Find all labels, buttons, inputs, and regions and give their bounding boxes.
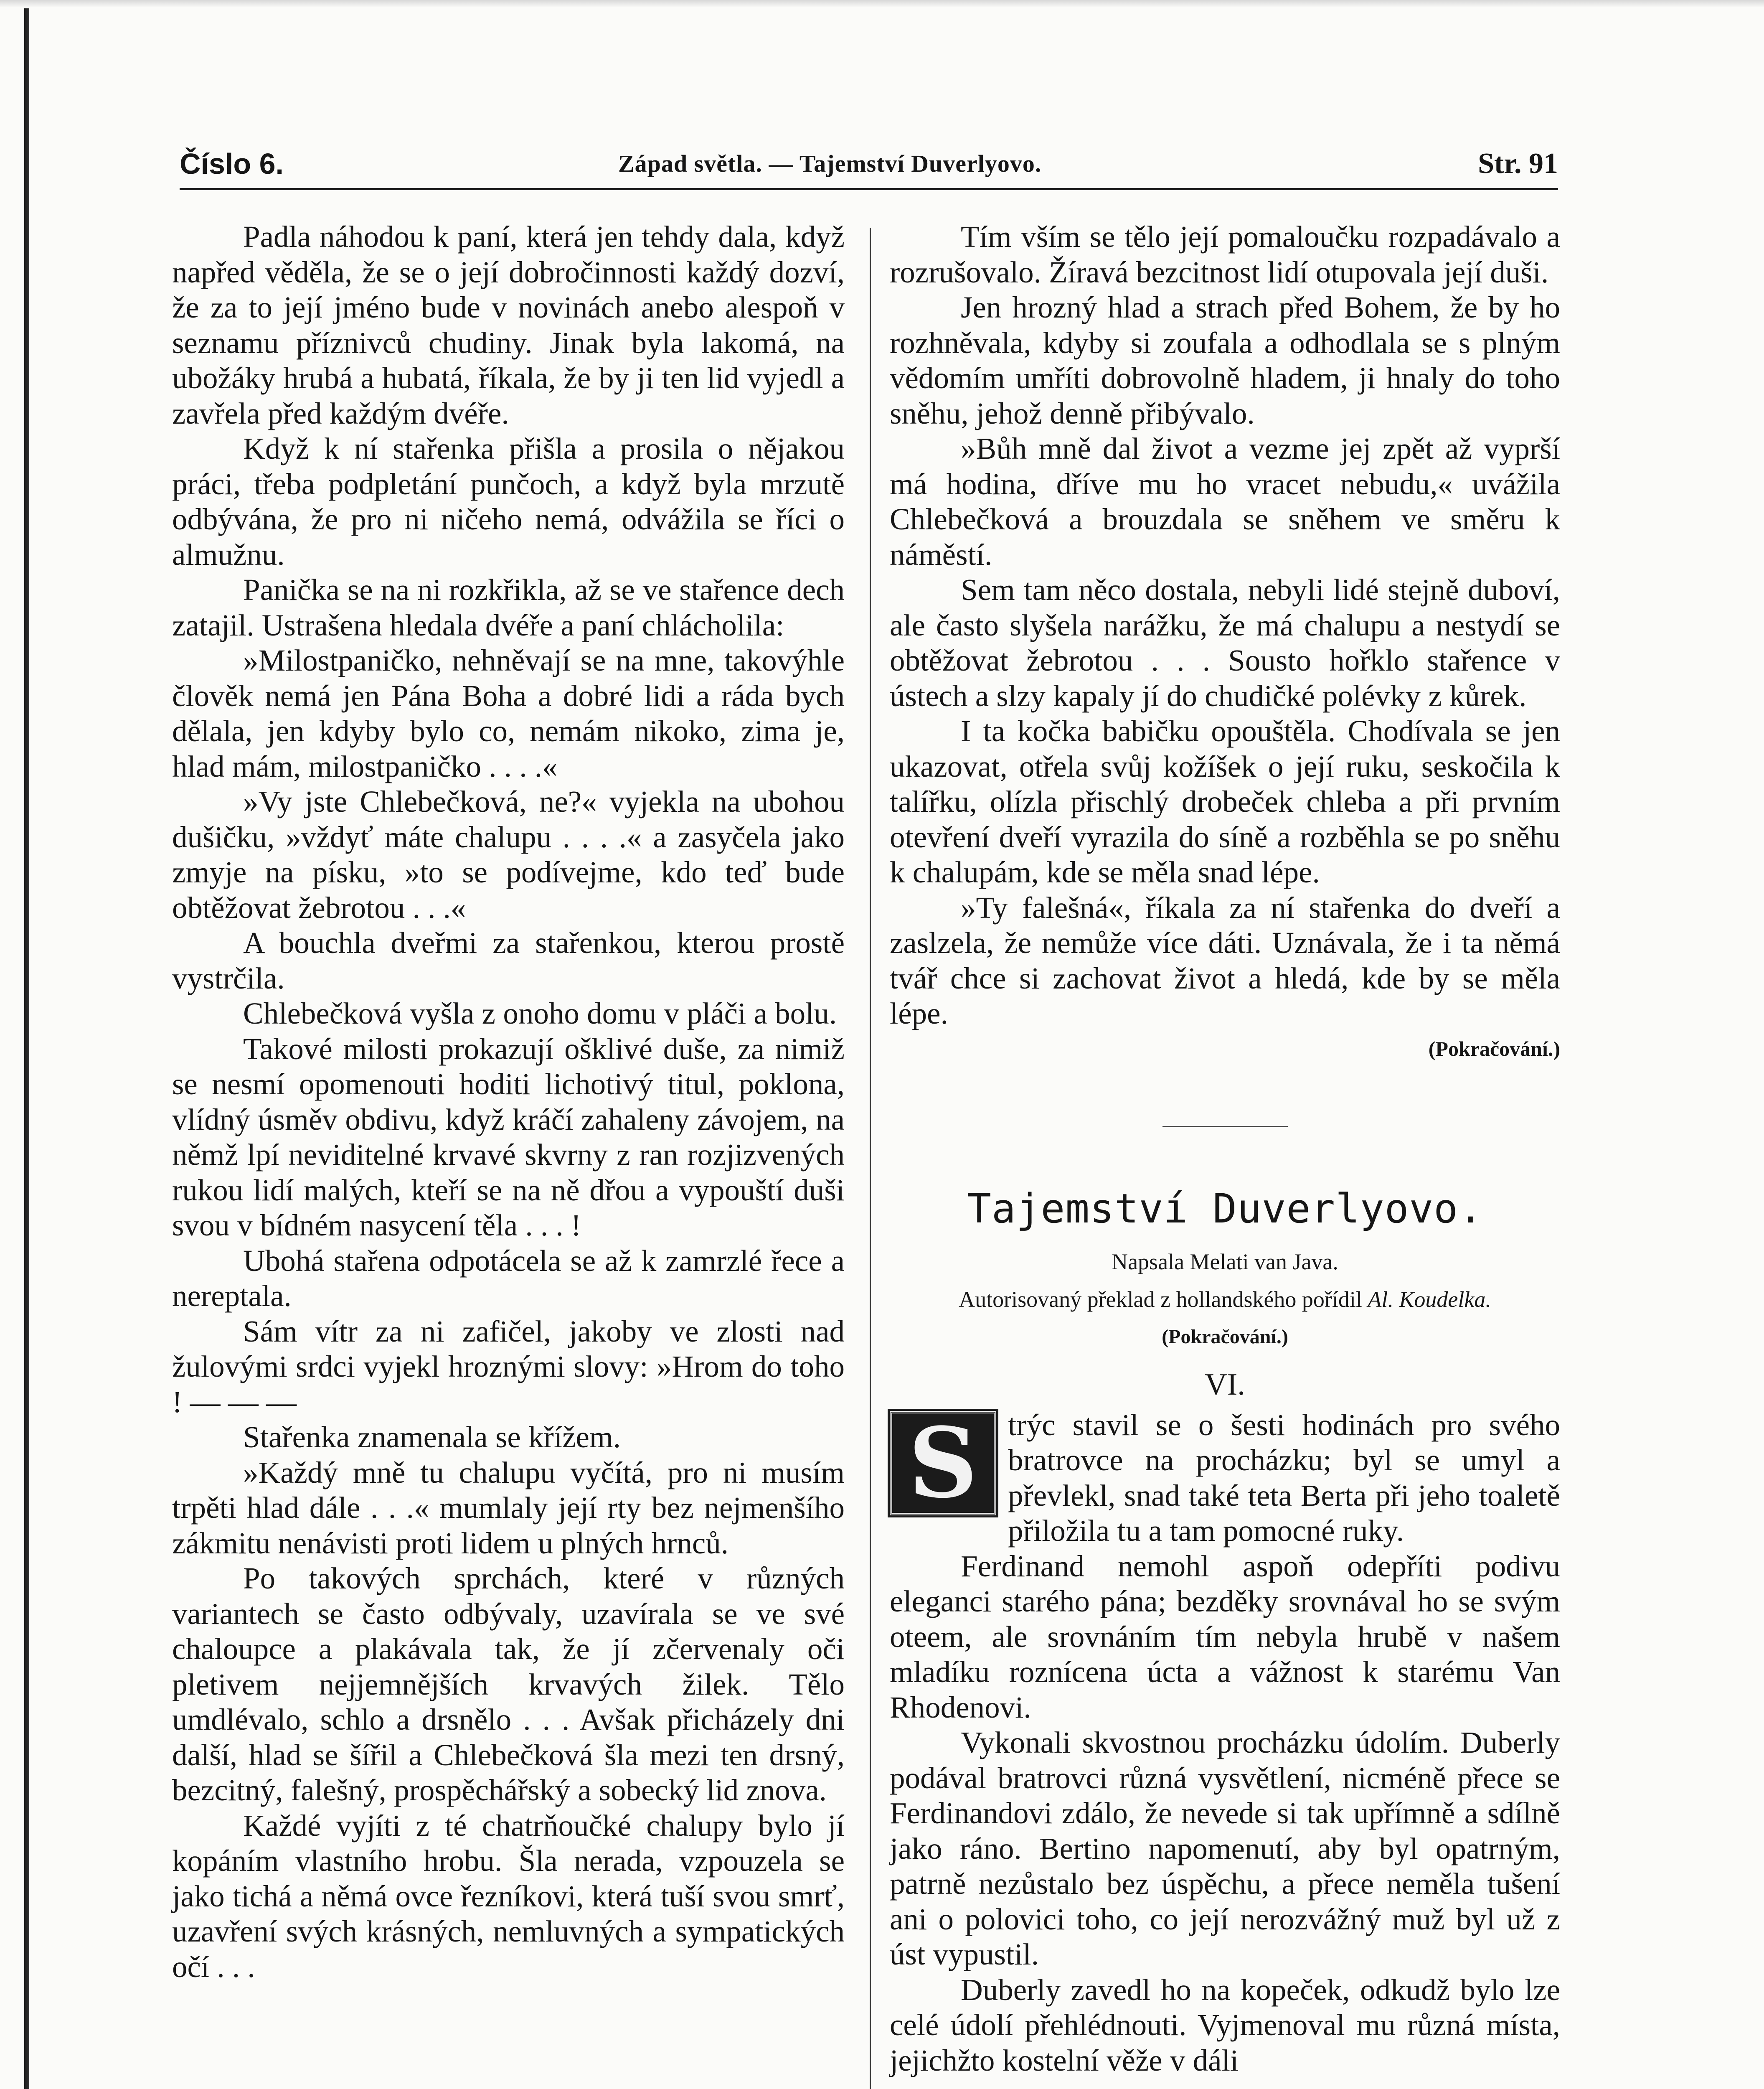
- scan-top-shadow: [0, 0, 1764, 8]
- paragraph: Takové milosti prokazují ošklivé duše, za nimiž se nesmí opomenouti hoditi lichotivý titul, poklona, vlídný úsměv obdivu, když kráčí zahaleny závojem, na němž lpí neviditelné krvavé skvrny z ran rozjizvených rukou lidí malých, kteří se na ně dřou a vypouští duši svou v bídném nasycení těla . . . !: [172, 1032, 845, 1242]
- paragraph: Každé vyjíti z té chatrňoučké chalupy bylo jí kopáním vlastního hrobu. Šla nerada, vzpouzela se jako tichá a němá ovce řezníkovi, která tuší svou smrť, uzavření svých krásných, nemluvných a sympatických očí . . .: [172, 1808, 845, 1984]
- left-column: [172, 219, 845, 1985]
- paragraph: »Každý mně tu chalupu vyčítá, pro ni musím trpěti hlad dále . . .« mumlaly její rty bez nejmenšího zákmitu nenávisti proti lidem u plných hrnců.: [172, 1455, 845, 1560]
- paragraph: Stařenka znamenala se křížem.: [243, 1420, 621, 1454]
- paragraph: Duberly zavedl ho na kopeček, odkudž bylo lze celé údolí přehlédnouti. Vyjmenoval mu různá místa, jejichžto kostelní věže v dáli: [890, 1972, 1560, 2077]
- paragraph: Ubohá stařena odpotácela se až k zamrzlé řece a nereptala.: [172, 1243, 845, 1313]
- paragraph: Sám vítr za ni zafičel, jakoby ve zlosti nad žulovými srdci vyjekl hroznými slovy: »Hrom do toho ! — — —: [172, 1314, 845, 1419]
- paragraph: Panička se na ni rozkřikla, až se ve stařence dech zatajil. Ustrašena hledala dvéře a paní chlácholila:: [172, 573, 845, 642]
- column-divider: [870, 228, 871, 2089]
- running-header: [180, 138, 1558, 190]
- paragraph: Sem tam něco dostala, nebyli lidé stejně duboví, ale často slyšela narážku, že má chalupu a nestydí se obtěžovat žebrotou . . . Sousto hořklo stařence v ústech a slzy kapaly jí do chudičké polévky z kůrek.: [890, 573, 1560, 713]
- translation-credit: [890, 1281, 1560, 1318]
- article-title: Tajemství Duverlyovo.: [967, 1185, 1483, 1232]
- paragraph: A bouchla dveřmi za stařenkou, kterou prostě vystrčila.: [172, 926, 845, 995]
- article-author: Napsala Melati van Java.: [1112, 1249, 1338, 1274]
- paragraph: »Vy jste Chlebečková, ne?« vyjekla na ubohou dušičku, »vždyť máte chalupu . . . .« a zasyčela jako zmyje na písku, »to se podívejme, kdo teď bude obtěžovat žebrotou . . .«: [172, 785, 845, 925]
- paragraph: Padla náhodou k paní, která jen tehdy dala, když napřed věděla, že se o její dobročinnosti každý dozví, že za to její jméno bude v novinách anebo alespoň v seznamu příznivců chudiny. Jinak byla lakomá, na ubožáky hrubá a hubatá, říkala, že by ji ten lid vyjedl a zavřela před každým dvéře.: [172, 220, 845, 430]
- article-continued-note: (Pokračování.): [1162, 1325, 1288, 1348]
- continued-note: (Pokračování.): [1428, 1037, 1560, 1060]
- page-number: Str. 91: [1478, 147, 1558, 180]
- paragraph: Po takových sprchách, které v různých variantech se často odbývaly, uzavírala se ve své chaloupce a plakávala tak, že jí zčervenaly oči pletivem nejjemnějších krvavých žilek. Tělo umdlévalo, schlo a drsnělo . . . Avšak přicházely dni další, hlad se šířil a Chlebečková šla mezi ten drsný, bezcitný, falešný, prospěchářský a sobecký lid znova.: [172, 1561, 845, 1807]
- paragraph: I ta kočka babičku opouštěla. Chodívala se jen ukazovat, otřela svůj kožíšek o její ruku, seskočila k talířku, olízla přischlý drobeček chleba a při prvním otevření dveří vyrazila do síně a rozběhla se po sněhu k chalupám, kde se měla snad lépe.: [890, 714, 1560, 889]
- translator-name: Al. Koudelka.: [1368, 1286, 1491, 1312]
- paragraph: trýc stavil se o šesti hodinách pro svého bratrovce na procházku; byl se umyl a převlekl, snad také teta Berta při jeho toaletě přiložila tu a tam pomocné ruky.: [1008, 1408, 1560, 1548]
- paragraph: Chlebečková vyšla z onoho domu v pláči a bolu.: [243, 996, 837, 1030]
- header-title: Západ světla. — Tajemství Duverlyovo.: [618, 150, 1042, 177]
- decorative-initial: S: [890, 1411, 996, 1515]
- paragraph: Vykonali skvostnou procházku údolím. Duberly podával bratrovci různá vysvětlení, nicméně přece se Ferdinandovi zdálo, že nevede si tak upřímně a sdílně jako ráno. Bertino napomenutí, aby byl opatrným, patrně nezůstalo bez úspěchu, a přece neměla tušení ani o polovici toho, co její nerozvážný muž byl už z úst vypustil.: [890, 1726, 1560, 1971]
- paragraph: Ferdinand nemohl aspoň odepříti podivu eleganci starého pána; bezděky srovnával ho se svým oteem, ale srovnáním tím nebyla hrubě v našem mladíku roznícena úcta a vážnost k starému Van Rhodenovi.: [890, 1549, 1560, 1724]
- right-column: [890, 219, 1560, 2078]
- binding-edge: [24, 8, 29, 2089]
- chapter-opening: [890, 1408, 1560, 1549]
- paragraph: »Bůh mně dal život a vezme jej zpět až vyprší má hodina, dříve mu ho vracet nebudu,« uvážila Chlebečková a brouzdala se sněhem ve směru k náměstí.: [890, 432, 1560, 572]
- translation-prefix: Autorisovaný překlad z hollandského pořídil: [959, 1286, 1368, 1312]
- section-separator: [1162, 1126, 1288, 1127]
- paragraph: Když k ní stařenka přišla a prosila o nějakou práci, třeba podpletání punčoch, a když byla mrzutě odbývána, že pro ni ničeho nemá, odvážila se říci o almužnu.: [172, 432, 845, 572]
- chapter-number: VI.: [1205, 1367, 1245, 1402]
- paragraph: »Ty falešná«, říkala za ní stařenka do dveří a zaslzela, že nemůže více dáti. Uznávala, že i ta němá tvář chce si zachovat život a hledá, kde by se měla lépe.: [890, 890, 1560, 1030]
- paragraph: Tím vším se tělo její pomaloučku rozpadávalo a rozrušovalo. Žíravá bezcitnost lidí otupovala její duši.: [890, 220, 1560, 289]
- issue-number: Číslo 6.: [180, 147, 284, 180]
- paragraph: Jen hrozný hlad a strach před Bohem, že by ho rozhněvala, kdyby si zoufala a odhodlala se s plným vědomím umříti dobrovolně hladem, ji hnaly do toho sněhu, jehož denně přibývalo.: [890, 290, 1560, 430]
- paragraph: »Milostpaničko, nehněvají se na mne, takovýhle člověk nemá jen Pána Boha a dobré lidi a ráda bych dělala, jen kdyby bylo co, nemám nikoko, zima je, hlad mám, milostpaničko . . . .«: [172, 643, 845, 783]
